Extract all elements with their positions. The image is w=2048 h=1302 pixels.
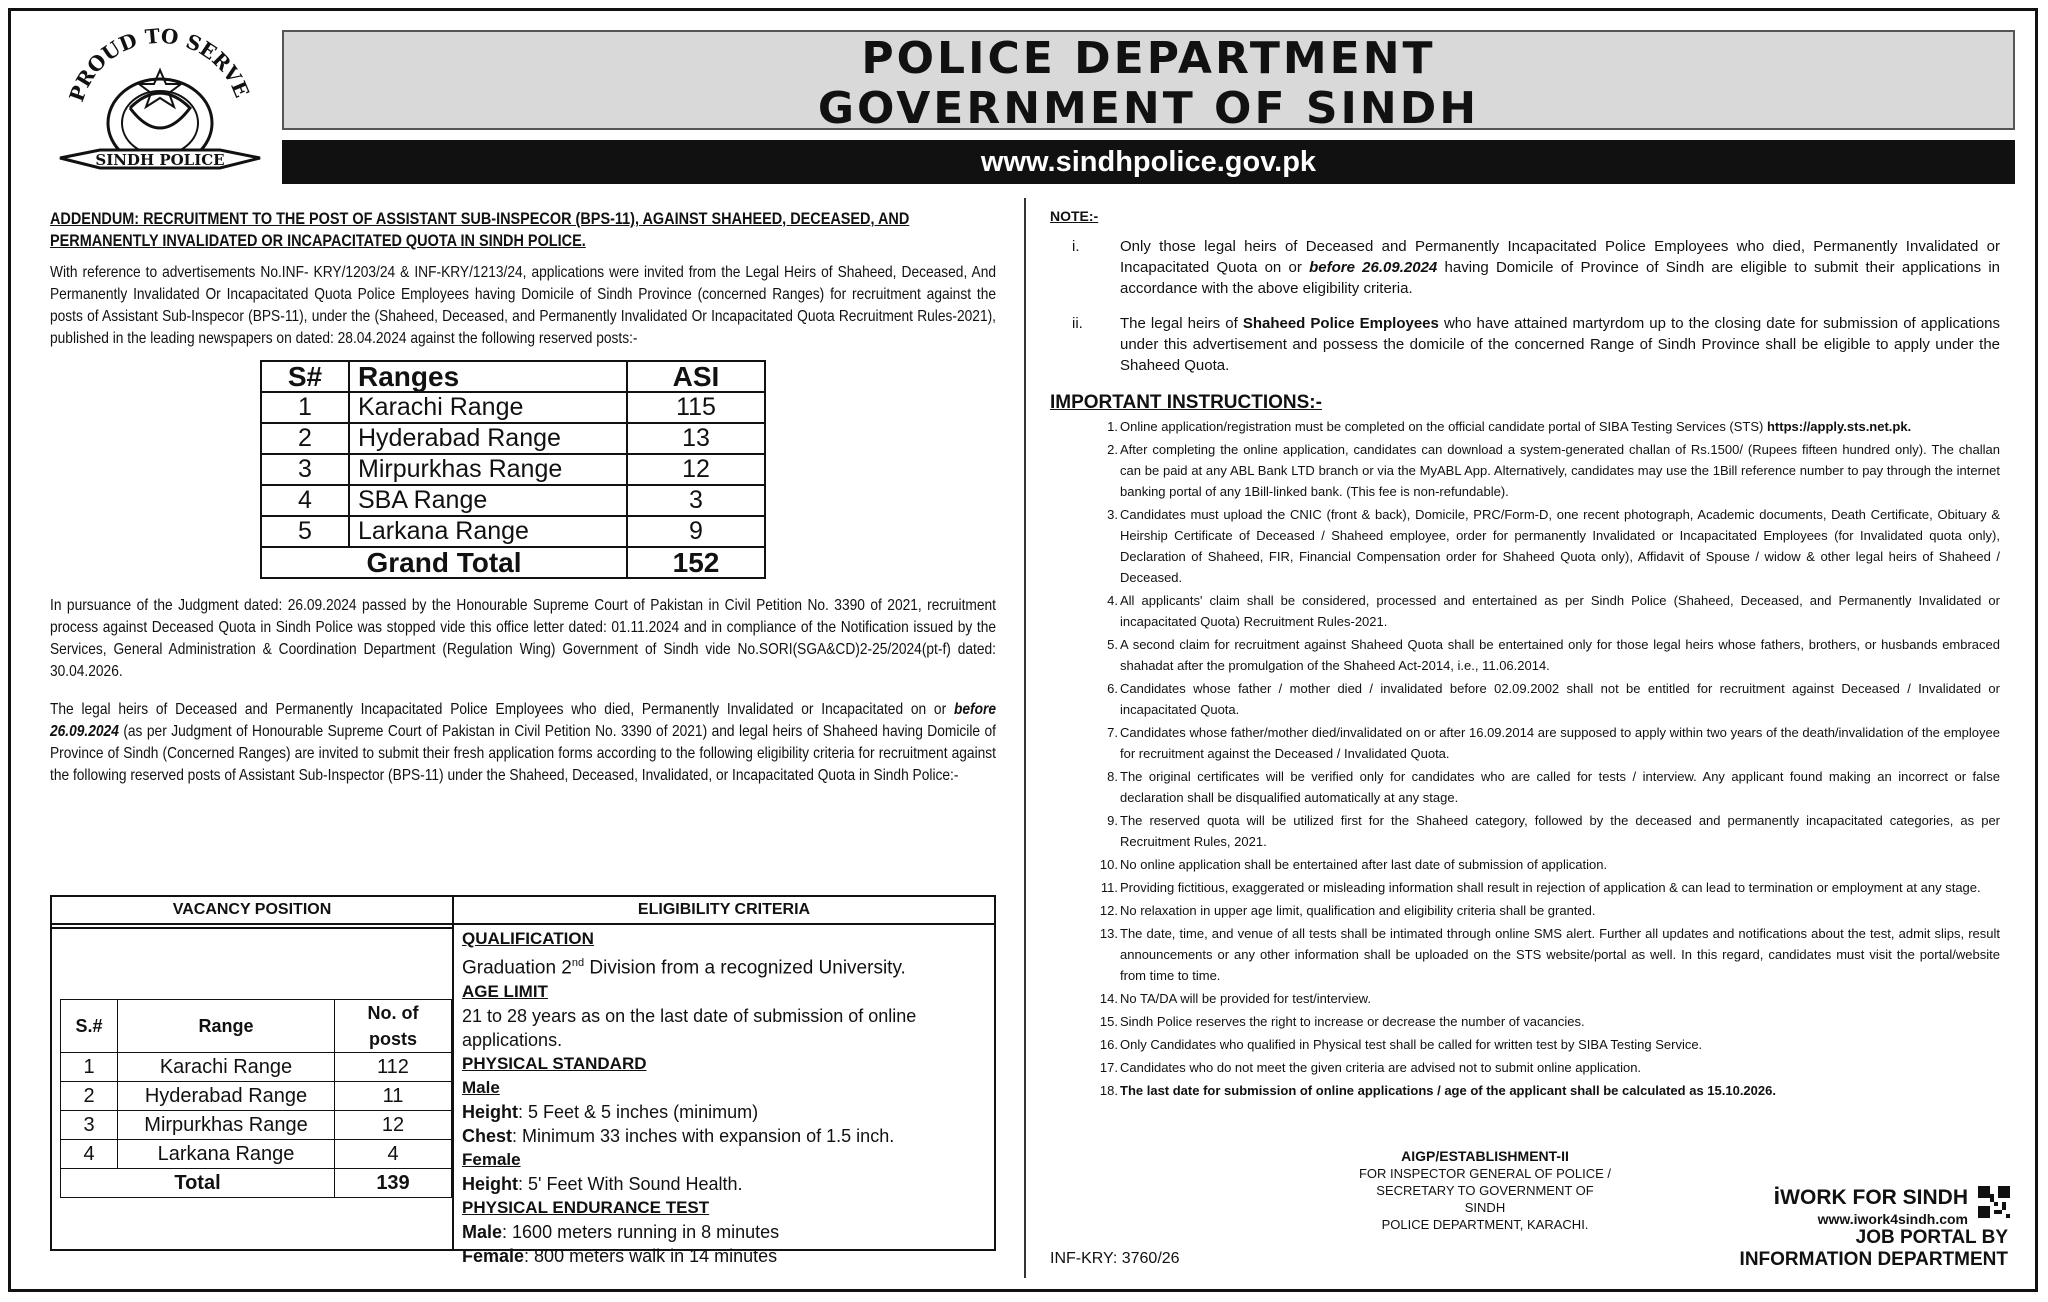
qr-code-icon — [1978, 1186, 2010, 1218]
cell: 112 — [335, 1053, 452, 1082]
instruction-text: Candidates who do not meet the given criteria are advised not to submit online application. — [1120, 1060, 1642, 1075]
instruction-number: 15. — [1099, 1014, 1118, 1029]
box-divider — [452, 897, 454, 1249]
instruction-number: 17. — [1099, 1060, 1118, 1075]
instruction-number: 14. — [1099, 991, 1118, 1006]
cell: Mirpurkhas Range — [118, 1111, 335, 1140]
cell: Karachi Range — [349, 392, 627, 423]
instruction-number: 1. — [1107, 419, 1118, 434]
inf-number: INF-KRY: 3760/26 — [1050, 1250, 1180, 1267]
reserved-posts-table — [260, 360, 766, 579]
instruction-item — [1050, 439, 2000, 502]
job-portal-line-1: JOB PORTAL BY — [1855, 1227, 2008, 1248]
instruction-item — [1050, 678, 2000, 720]
endurance-female — [462, 1244, 994, 1268]
table-row — [261, 423, 765, 454]
table-row — [61, 1082, 452, 1111]
instructions-list — [1050, 416, 2000, 1101]
physical-standard-heading: PHYSICAL STANDARD — [462, 1054, 647, 1074]
sig-line-3: SECRETARY TO GOVERNMENT OF SINDH — [1376, 1183, 1594, 1215]
cell: 1 — [61, 1053, 118, 1082]
instruction-text: The original certificates will be verified only for candidates who are called for tests / interview. Any applicant found making an incorrect or false declaration shall be disqualified automatically at any stage. — [1120, 769, 2000, 805]
cell: 3 — [261, 454, 349, 485]
cell: 3 — [627, 485, 765, 516]
sindh-police-logo — [40, 28, 280, 178]
sig-line-4: POLICE DEPARTMENT, KARACHI. — [1381, 1217, 1589, 1232]
left-column — [50, 208, 996, 787]
instruction-item — [1050, 766, 2000, 808]
qualification-heading: QUALIFICATION — [462, 929, 594, 948]
total-label: Total — [61, 1169, 335, 1198]
instruction-text: The reserved quota will be utilized first for the Shaheed category, followed by the deceased and permanently incapacitated categories, as per Recruitment Rules, 2021. — [1120, 813, 2000, 849]
instruction-item — [1050, 1057, 2000, 1078]
note-number: i. — [1072, 238, 1080, 255]
box-rule — [52, 927, 452, 929]
cell: Karachi Range — [118, 1053, 335, 1082]
instruction-item — [1050, 722, 2000, 764]
female-height — [462, 1172, 994, 1196]
instruction-number: 13. — [1099, 926, 1118, 941]
instruction-item — [1050, 854, 2000, 875]
cell: 4 — [261, 485, 349, 516]
table-row — [261, 485, 765, 516]
cell: Mirpurkhas Range — [349, 454, 627, 485]
website-bar[interactable]: www.sindhpolice.gov.pk — [282, 140, 2015, 184]
endurance-male-label: Male — [462, 1222, 503, 1243]
iwork-i-icon: i — [1773, 1183, 1781, 1210]
table-row — [261, 392, 765, 423]
table-row — [261, 516, 765, 547]
cell: 2 — [61, 1082, 118, 1111]
instruction-text: Only Candidates who qualified in Physical test shall be called for written test by SIBA Testing Service. — [1120, 1037, 1703, 1052]
instruction-number: 7. — [1107, 725, 1118, 740]
instruction-item — [1050, 877, 2000, 898]
endurance-female-value: : 800 meters walk in 14 minutes — [524, 1246, 778, 1267]
qualification-b: Division from a recognized University. — [584, 957, 906, 979]
instruction-number: 5. — [1107, 637, 1118, 652]
instruction-text: The date, time, and venue of all tests shall be intimated through online SMS alert. Further all updates and notifications about the test, admit slips, result announcements or any other information shall be uploaded on the STS website/portal as well. In this regard, candidates must visit the portal/website from time to time. — [1120, 926, 2000, 983]
note-text-b: Shaheed Police Employees — [1242, 315, 1439, 332]
instruction-number: 18. — [1099, 1083, 1118, 1098]
instruction-item — [1050, 590, 2000, 632]
instruction-text: Providing fictitious, exaggerated or misleading information shall result in rejection of application & can lead to termination or employment at any stage. — [1120, 880, 1981, 895]
instruction-item — [1050, 1011, 2000, 1032]
paragraph-3-c: (as per Judgment of Honourable Supreme Court of Pakistan in Civil Petition No. 3390 of 2021) and legal heirs of Shaheed having Domicile of Province of Sindh (Concerned Ranges) are invited to submit their fresh application forms according to the following eligibility criteria for recruitment against the following reserved posts of Assistant Sub-Inspector (BPS-11) under the Shaheed, Deceased, Invalidated, or Incapacitated Quota in Sindh Police:- — [50, 723, 996, 784]
height-value: : 5 Feet & 5 inches (minimum) — [518, 1102, 759, 1123]
cell: 4 — [61, 1140, 118, 1169]
paragraph-1: With reference to advertisements No.INF- KRY/1203/24 & INF-KRY/1213/24, applications were invited from the Legal Heirs of Shaheed, Deceased, And Permanently Invalidated Or Incapacitated Quota Police Employees having Domicile of Sindh Province (concerned Ranges) for recruitment against the posts of Assistant Sub-Inspecor (BPS-11), under the (Shaheed, Deceased, and Permanently Invalidated Or Incapacitated Quota Recruitment Rules-2021), published in the leading newspapers on dated: 28.04.2024 against the following reserved posts:- — [50, 264, 996, 347]
grand-total-value: 152 — [627, 547, 765, 578]
cell: Larkana Range — [349, 516, 627, 547]
instruction-text: Sindh Police reserves the right to increase or decrease the number of vacancies. — [1120, 1014, 1585, 1029]
male-height — [462, 1100, 994, 1124]
female-height-label: Height — [462, 1174, 518, 1195]
iwork-title-text: WORK FOR SINDH — [1780, 1186, 1968, 1209]
vacancy-eligibility-box — [50, 895, 996, 1267]
eligibility-criteria-header: ELIGIBILITY CRITERIA — [454, 897, 994, 925]
note-number: ii. — [1072, 315, 1083, 332]
instruction-text: A second claim for recruitment against Shaheed Quota shall be entertained only for those legal heirs whose fathers, brothers, or husbands embraced shahadat after the promulgation of the Shaheed Act-2014, i.e., 11.06.2014. — [1120, 637, 2000, 673]
instruction-item — [1050, 634, 2000, 676]
instruction-number: 11. — [1100, 880, 1118, 895]
vacancy-position-header: VACANCY POSITION — [52, 897, 452, 925]
instruction-number: 9. — [1107, 813, 1118, 828]
table-header-row — [61, 1000, 452, 1053]
instruction-number: 3. — [1107, 507, 1118, 522]
note-item — [1050, 313, 2000, 376]
paragraph-2: In pursuance of the Judgment dated: 26.09.2024 passed by the Honourable Supreme Court of Pakistan in Civil Petition No. 3390 of 2021, recruitment process against Deceased Quota in Sindh Police was stopped vide this office letter dated: 01.11.2024 and in compliance of the Notification issued by the Services, General Administration & Coordination Department (Regulation Wing) Government of Sindh vide No.SORI(SGA&CD)2-25/2024(pt-f) dated: 30.04.2026. — [50, 597, 996, 680]
cell: Hyderabad Range — [118, 1082, 335, 1111]
cell: 12 — [627, 454, 765, 485]
header-asi: ASI — [627, 361, 765, 392]
vacancy-table — [60, 999, 452, 1198]
instruction-number: 2. — [1107, 442, 1118, 457]
instruction-bold-text: The last date for submission of online applications / age of the applicant shall be calculated as 15.10.2026. — [1120, 1083, 1776, 1098]
cell: SBA Range — [349, 485, 627, 516]
cell: 115 — [627, 392, 765, 423]
endurance-female-label: Female — [462, 1246, 525, 1267]
paragraph-3-date: before 26.09.2024 — [50, 701, 996, 740]
male-heading: Male — [462, 1078, 500, 1098]
instruction-text: Candidates must upload the CNIC (front & back), Domicile, PRC/Form-D, one recent photograph, Academic documents, Death Certificate, Obituary & Heirship Certificate of Deceased / Shaheed employee, order for permanently Invalidated or Incapacitated Employees (for Invalidated quota only), Declaration of Shaheed, FIR, Financial Compensation order for Shaheed Quota only), Affidavit of Spouse / widow & other legal heirs of Shaheed / Deceased. — [1120, 507, 2000, 585]
chest-value: : Minimum 33 inches with expansion of 1.5 inch. — [512, 1126, 895, 1147]
instruction-text: All applicants' claim shall be considered, processed and entertained as per Sindh Police (Shaheed, Deceased, and Permanently Invalidated or incapacitated Quota) Recruitment Rules-2021. — [1120, 593, 2000, 629]
cell: 9 — [627, 516, 765, 547]
instruction-text: No TA/DA will be provided for test/interview. — [1120, 991, 1371, 1006]
grand-total-label: Grand Total — [261, 547, 627, 578]
cell: 2 — [261, 423, 349, 454]
svg-text:PROUD TO SERVE: PROUD TO SERVE — [64, 28, 255, 105]
sig-line-1: AIGP/ESTABLISHMENT-II — [1401, 1148, 1569, 1164]
chest-label: Chest — [462, 1126, 513, 1147]
title-line-1: POLICE DEPARTMENT — [861, 33, 1436, 84]
instruction-number: 6. — [1107, 681, 1118, 696]
cell: 11 — [335, 1082, 452, 1111]
instruction-number: 16. — [1099, 1037, 1118, 1052]
total-value: 139 — [335, 1169, 452, 1198]
height-label: Height — [462, 1102, 518, 1123]
age-limit-heading: AGE LIMIT — [462, 982, 548, 1002]
instruction-number: 4. — [1107, 593, 1118, 608]
male-chest — [462, 1124, 994, 1148]
cell: 13 — [627, 423, 765, 454]
instruction-item — [1050, 923, 2000, 986]
cell: 3 — [61, 1111, 118, 1140]
header-sno: S# — [261, 361, 349, 392]
instruction-text: Candidates whose father / mother died / invalidated before 02.09.2002 shall not be entitled for recruitment against Deceased / Invalidated or incapacitated Quota. — [1120, 681, 2000, 717]
instruction-item — [1050, 988, 2000, 1009]
right-column — [1050, 208, 2000, 1101]
age-limit-text: 21 to 28 years as on the last date of submission of online applications. — [462, 1006, 917, 1051]
svg-text:SINDH POLICE: SINDH POLICE — [95, 151, 225, 169]
qualification-a: Graduation 2 — [462, 957, 572, 979]
instruction-number: 10. — [1099, 857, 1118, 872]
instruction-number: 12. — [1099, 903, 1118, 918]
paragraph-3-a: The legal heirs of Deceased and Permanently Incapacitated Police Employees who died, Permanently Invalidated or Incapacitated on or — [50, 701, 954, 718]
iwork-block — [1738, 1183, 2008, 1271]
iwork-title — [1738, 1183, 2008, 1211]
qualification-text — [462, 951, 994, 980]
note-text-a: Only those legal heirs of Deceased and Permanently Incapacitated Police Employees who died, Permanently Invalidated or Incapacitated Quota on or — [1120, 238, 2000, 276]
instruction-number: 8. — [1107, 769, 1118, 784]
instruction-text: Online application/registration must be completed on the official candidate portal of SIBA Testing Services (STS) — [1120, 419, 1767, 434]
instruction-text: No online application shall be entertained after last date of submission of application. — [1120, 857, 1608, 872]
grand-total-row — [261, 547, 765, 578]
table-row — [61, 1140, 452, 1169]
instruction-item — [1050, 900, 2000, 921]
note-text-b: before 26.09.2024 — [1309, 259, 1438, 276]
endurance-male — [462, 1220, 994, 1244]
cell: 1 — [261, 392, 349, 423]
cell: 5 — [261, 516, 349, 547]
qualification-sup: nd — [571, 957, 585, 969]
header-range: Range — [118, 1000, 335, 1053]
cell: 4 — [335, 1140, 452, 1169]
cell: 12 — [335, 1111, 452, 1140]
instruction-item — [1050, 504, 2000, 588]
instruction-text: After completing the online application, candidates can download a system-generated challan of Rs.1500/ (Rupees fifteen hundred only). The challan can be paid at any ABL Bank LTD branch or via the MyABL App. Alternatively, candidates may use the 1Bill reference number to pay through the internet banking portal of any 1Bill-linked bank. (This fee is non-refundable). — [1120, 442, 2000, 499]
instruction-item — [1050, 416, 2000, 437]
signature-block — [1355, 1148, 1615, 1233]
header-sno: S.# — [61, 1000, 118, 1053]
female-height-value: : 5' Feet With Sound Health. — [518, 1174, 743, 1195]
header-posts: No. of posts — [335, 1000, 452, 1053]
eligibility-criteria — [462, 927, 994, 1268]
endurance-heading: PHYSICAL ENDURANCE TEST — [462, 1198, 710, 1218]
table-row — [61, 1111, 452, 1140]
total-row — [61, 1169, 452, 1198]
note-text-a: The legal heirs of — [1120, 315, 1243, 332]
cell: Larkana Range — [118, 1140, 335, 1169]
note-text-c: having Domicile of Province of Sindh are eligible to submit their applications in accordance with the above eligibility criteria. — [1120, 259, 2000, 297]
instruction-text: Candidates whose father/mother died/invalidated on or after 16.09.2014 are supposed to apply within two years of the death/invalidation of the employee for recruitment against the Deceased / Invalidated Quota. — [1120, 725, 2000, 761]
important-instructions-heading: IMPORTANT INSTRUCTIONS:- — [1050, 392, 1322, 413]
paragraph-3 — [50, 699, 996, 787]
iwork-url[interactable]: www.iwork4sindh.com — [1817, 1211, 1968, 1227]
table-header-row — [261, 361, 765, 392]
instruction-text: No relaxation in upper age limit, qualification and eligibility criteria shall be granted. — [1120, 903, 1596, 918]
instruction-bold-text[interactable]: https://apply.sts.net.pk. — [1766, 419, 1912, 434]
addendum-heading: ADDENDUM: RECRUITMENT TO THE POST OF ASSISTANT SUB-INSPECOR (BPS-11), AGAINST SHAHEED, DECEASED, AND PERMANENTLY INVALIDATED OR INCAPACITATED QUOTA IN SINDH POLICE. — [50, 209, 910, 250]
instruction-item — [1050, 810, 2000, 852]
note-item — [1050, 236, 2000, 299]
cell: Hyderabad Range — [349, 423, 627, 454]
note-text-c: who have attained martyrdom up to the closing date for submission of applications under this advertisement and possess the domicile of the concerned Range of Sindh Province shall be eligible to apply under the Shaheed Quota. — [1120, 315, 2000, 374]
instruction-item — [1050, 1034, 2000, 1055]
title-line-2: GOVERNMENT OF SINDH — [817, 83, 1480, 134]
instruction-item — [1050, 1080, 2000, 1101]
job-portal-line-2: INFORMATION DEPARTMENT — [1739, 1249, 2008, 1270]
sig-line-2: FOR INSPECTOR GENERAL OF POLICE / — [1358, 1166, 1612, 1181]
note-heading: NOTE:- — [1050, 208, 1099, 224]
table-row — [261, 454, 765, 485]
table-row — [61, 1053, 452, 1082]
department-banner — [282, 30, 2015, 134]
column-divider — [1024, 198, 1026, 1278]
endurance-male-value: : 1600 meters running in 8 minutes — [502, 1222, 780, 1243]
female-heading: Female — [462, 1150, 521, 1170]
header-ranges: Ranges — [349, 361, 627, 392]
